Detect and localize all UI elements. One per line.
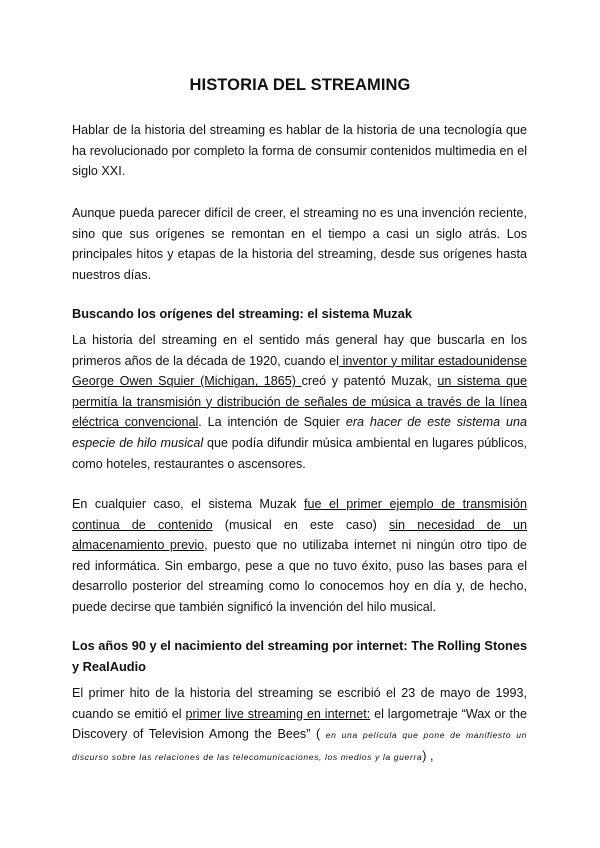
intro-paragraph-1: Hablar de la historia del streaming es hablar de la historia de una tecnología que ha revolucionado por completo la forma de consumir contenidos multimedia en el siglo XXI.	[72, 123, 527, 179]
text-run: El primer hito de la historia del streaming se escribió el 23 de mayo de 1993, cuando se emitió el	[72, 686, 527, 721]
muzak-paragraph-2	[72, 494, 527, 618]
text-run: . La intención de Squier	[198, 415, 346, 430]
muzak-paragraph-1	[72, 330, 527, 474]
italic-run: era hacer de este sistema una especie de hilo musical	[72, 415, 527, 450]
section-heading-90s: Los años 90 y el nacimiento del streaming por internet: The Rolling Stones y RealAudio	[72, 638, 528, 674]
section-heading-muzak: Buscando los orígenes del streaming: el sistema Muzak	[72, 306, 412, 321]
text-run: creó y patentó Muzak,	[301, 374, 438, 389]
text-run: La historia del streaming en el sentido más general hay que buscarla en los primeros años de la década de 1920, cuando el	[72, 333, 527, 368]
text-run: , puesto que no utilizaba internet ni ningún otro tipo de red informática. Sin embargo, pese a que no tuvo éxito, puso las bases para el desarrollo posterior del streaming como lo conocemos hoy en día y, de hecho, puede decirse que también significó la invención del hilo musical.	[72, 538, 527, 614]
squier-link[interactable]: inventor y militar estadounidense George Owen Squier (Michigan, 1865)	[72, 353, 528, 389]
page-title: HISTORIA DEL STREAMING	[189, 76, 411, 94]
first-live-streaming-link[interactable]: primer live streaming en internet:	[185, 706, 371, 721]
text-run: el largometraje “Wax or the Discovery of Television Among the Bees” (	[72, 706, 527, 742]
text-run: En cualquier caso, el sistema Muzak	[72, 497, 304, 511]
continuous-transmission-link[interactable]: fue el primer ejemplo de transmisión continua de contenido	[72, 497, 527, 532]
text-run: ) ,	[422, 748, 434, 763]
text-run: que podía difundir música ambiental en lugares públicos, como hoteles, restaurantes o ascensores.	[72, 435, 527, 471]
text-run: (musical en este caso)	[212, 517, 389, 532]
small-italic-run: en una película que pone de manifiesto un discurso sobre las relaciones de las telecomunicaciones, los medios y la guerra	[72, 730, 527, 762]
intro-paragraph-2: Aunque pueda parecer difícil de creer, el streaming no es una invención reciente, sino que sus orígenes se remontan en el tiempo a casi un siglo atrás. Los principales hitos y etapas de la historia del streaming, desde sus orígenes hasta nuestros días.	[72, 206, 527, 282]
ninties-paragraph-1	[72, 683, 527, 767]
no-storage-link[interactable]: sin necesidad de un almacenamiento previo	[72, 517, 527, 553]
muzak-system-link[interactable]: un sistema que permitía la transmisión y distribución de señales de música a través de la línea eléctrica convencional	[72, 374, 527, 430]
